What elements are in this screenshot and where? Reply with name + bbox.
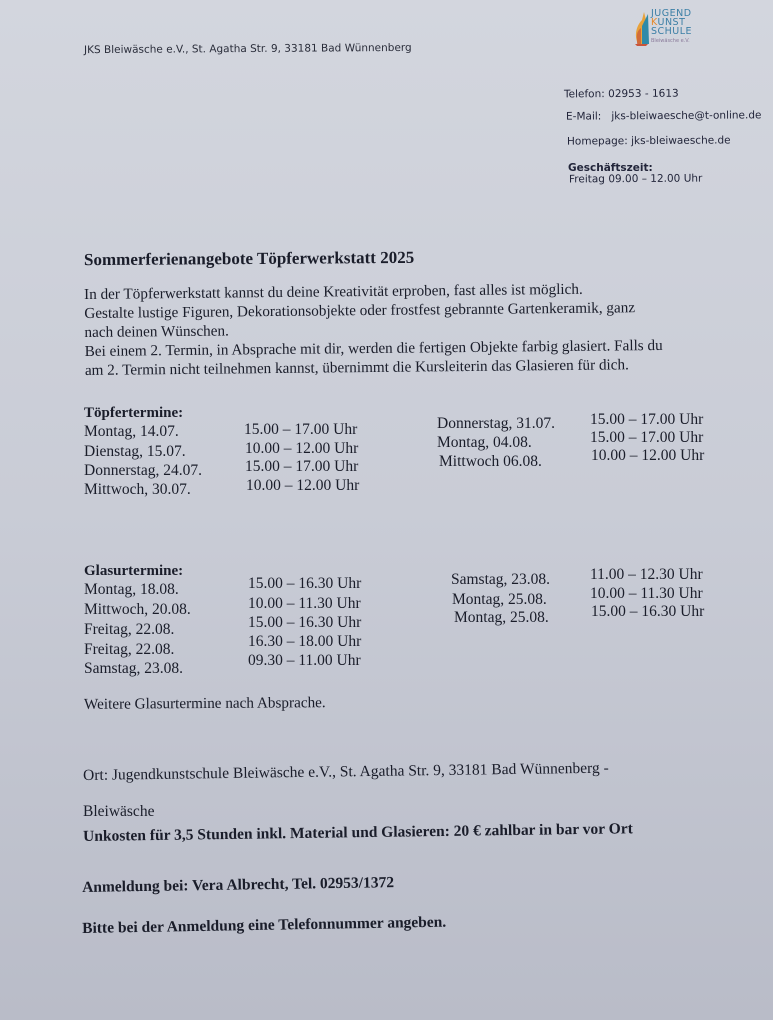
list-item-time: 09.30 – 11.00 Uhr [248, 652, 361, 669]
list-item-time: 15.00 – 17.00 Uhr [590, 429, 704, 446]
registration-line: Anmeldung bei: Vera Albrecht, Tel. 02953/1372 [82, 874, 395, 896]
date: Donnerstag, 24.07. [84, 462, 202, 479]
list-item-time: 10.00 – 11.30 Uhr [248, 595, 361, 612]
logo-line-jugend: JUGEND [651, 8, 692, 19]
business-hours: Freitag 09.00 – 12.00 Uhr [568, 172, 703, 186]
intro-paragraph [84, 279, 663, 380]
email-link[interactable]: jks-bleiwaesche@t-online.de [611, 109, 762, 123]
list-item: Freitag, 22.08. [84, 641, 175, 658]
list-item-time: 10.00 – 12.00 Uhr [591, 447, 705, 464]
logo-unst: UNST [657, 17, 686, 28]
list-item [84, 443, 186, 461]
location-line-2: Bleiwäsche [83, 803, 155, 820]
list-item-time: 10.00 – 12.00 Uhr [246, 477, 360, 494]
list-item: Mittwoch, 20.08. [84, 601, 191, 618]
list-item: Samstag, 23.08. [451, 571, 551, 588]
contact-email-row [566, 109, 762, 122]
list-item: Montag, 25.08. [454, 609, 549, 626]
contact-phone: Telefon: 02953 - 1613 [563, 87, 679, 101]
toepfertermine-heading: Töpfertermine: [84, 405, 184, 421]
glasurtermine-heading: Glasurtermine: [84, 563, 184, 579]
list-item-time: 11.00 – 12.30 Uhr [590, 566, 703, 583]
hours-label: Geschäftszeit: [568, 162, 653, 174]
logo-flame-icon [634, 10, 650, 46]
list-item-time: 15.00 – 16.30 Uhr [248, 575, 362, 592]
list-item-time: 15.00 – 16.30 Uhr [591, 603, 705, 620]
list-item-time: 15.00 – 17.00 Uhr [590, 411, 704, 428]
list-item [84, 481, 191, 499]
intro-line: nach deinen Wünschen. [84, 322, 229, 341]
list-item: Montag, 18.08. [84, 581, 179, 598]
date: Dienstag, 15.07. [84, 443, 186, 460]
list-item: Montag, 25.08. [452, 591, 547, 608]
logo-line-schule: SCHULE [651, 26, 693, 37]
glasur-note: Weitere Glasurtermine nach Absprache. [83, 694, 326, 713]
sender-address: JKS Bleiwäsche e.V., St. Agatha Str. 9, 33181 Bad Wünnenberg [83, 41, 412, 57]
contact-homepage[interactable]: Homepage: jks-bleiwaesche.de [566, 134, 731, 148]
phone-note: Bitte bei der Anmeldung eine Telefonnummer angeben. [82, 913, 447, 937]
list-item: Freitag, 22.08. [84, 621, 175, 638]
intro-line: am 2. Termin nicht teilnehmen kannst, übernimmt die Kursleiterin das Glasieren für dich. [84, 356, 629, 379]
list-item: Samstag, 23.08. [84, 660, 184, 677]
jks-logo [634, 8, 704, 48]
date: Mittwoch, 30.07. [84, 481, 191, 498]
list-item-time: 16.30 – 18.00 Uhr [248, 633, 362, 650]
email-label: E-Mail: [565, 110, 602, 123]
costs-line: Unkosten für 3,5 Stunden inkl. Material und Glasieren: 20 € zahlbar in bar vor Ort [83, 820, 633, 845]
list-item: Mittwoch 06.08. [439, 453, 542, 470]
logo-k: K [651, 17, 658, 28]
logo-wordmark [651, 9, 692, 36]
list-item: Donnerstag, 31.07. [437, 415, 555, 432]
list-item-time: 15.00 – 17.00 Uhr [244, 421, 358, 438]
list-item-time: 15.00 – 16.30 Uhr [248, 614, 362, 631]
intro-line: Gestalte lustige Figuren, Dekorationsobjekte oder frostfest gebrannte Gartenkeramik, ganz [84, 299, 636, 322]
logo-subtitle: Bleiwäsche e.V. [651, 38, 690, 44]
list-item-time: 10.00 – 12.00 Uhr [245, 440, 359, 457]
date: Montag, 14.07. [84, 423, 179, 440]
list-item [84, 462, 202, 480]
intro-line: In der Töpferwerkstatt kannst du deine Kreativität erproben, fast alles ist möglich. [84, 280, 583, 303]
list-item [84, 423, 179, 441]
page-title: Sommerferienangebote Töpferwerkstatt 2025 [83, 247, 415, 270]
list-item: Montag, 04.08. [437, 434, 532, 451]
list-item-time: 15.00 – 17.00 Uhr [245, 458, 359, 475]
intro-line: Bei einem 2. Termin, in Absprache mit dir, werden die fertigen Objekte farbig glasiert. Falls du [84, 336, 663, 360]
location-line-1: Ort: Jugendkunstschule Bleiwäsche e.V., St. Agatha Str. 9, 33181 Bad Wünnenberg - [83, 759, 609, 784]
list-item-time: 10.00 – 11.30 Uhr [590, 585, 703, 602]
